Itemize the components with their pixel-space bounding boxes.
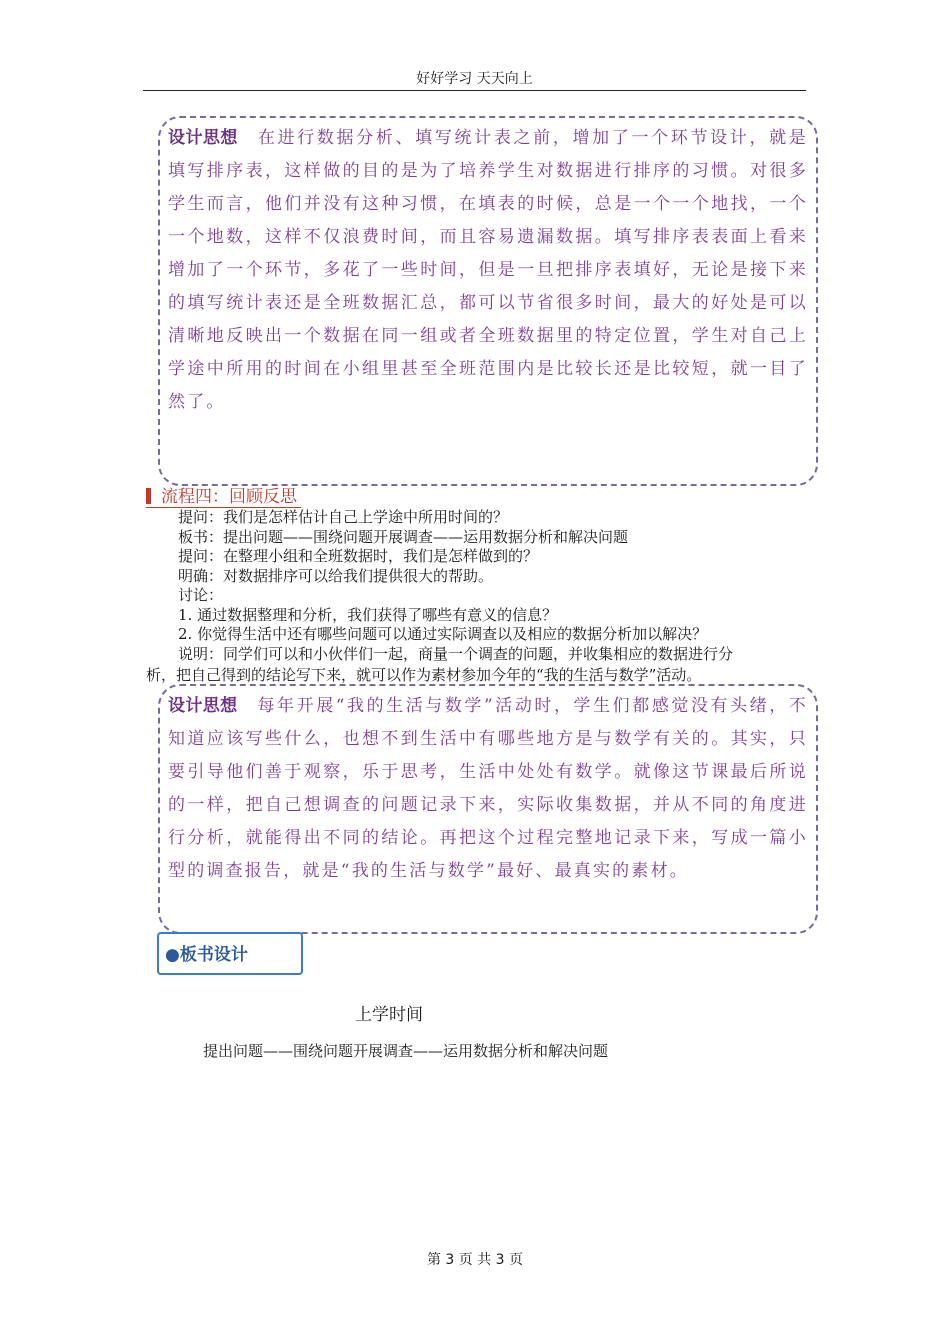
flow4-line: 说明：同学们可以和小伙伴们一起，商量一个调查的问题，并收集相应的数据进行分 bbox=[178, 644, 734, 663]
board-design-title: 上学时间 bbox=[355, 1005, 423, 1025]
flow4-line: 提问：我们是怎样估计自己上学途中所用时间的？ bbox=[178, 508, 509, 526]
section-marker-icon bbox=[146, 488, 151, 504]
page-footer: 第 3 页 共 3 页 bbox=[426, 1252, 524, 1268]
flow4-line: 2. 你觉得生活中还有哪些问题可以通过实际调查以及相应的数据分析加以解决？ bbox=[178, 625, 708, 643]
page-header: 好好学习 天天向上 bbox=[143, 68, 806, 91]
flow4-line: 明确：对数据排序可以给我们提供很大的帮助。 bbox=[178, 566, 494, 585]
design-thought-text-1 bbox=[168, 122, 808, 419]
flow4-title-text: 流程四：回顾反思 bbox=[161, 487, 297, 507]
design-thought-label-2: 设计思想 bbox=[168, 696, 238, 716]
design-thought-box-2 bbox=[158, 684, 818, 934]
flow4-line: 讨论： bbox=[178, 586, 224, 604]
flow4-line: 1. 通过数据整理和分析，我们获得了哪些有意义的信息？ bbox=[178, 605, 558, 624]
design-thought-box-1 bbox=[158, 116, 818, 486]
design-thought-body-2: 每年开展“我的生活与数学”活动时，学生们都感觉没有头绪，不知道应该写些什么，也想不到生活中有哪些地方是与数学有关的。其实，只要引导他们善于观察，乐于思考，生活中处处有数学。就像这节课最后所说的一样，把自己想调查的问题记录下来，实际收集数据，并从不同的角度进行分析，就能得出不同的结论。再把这个过程完整地记录下来，写成一篇小型的调查报告，就是“我的生活与数学”最好、最真实的素材。 bbox=[168, 696, 809, 881]
board-design-line: 提出问题——围绕问题开展调查——运用数据分析和解决问题 bbox=[203, 1042, 609, 1060]
flow4-line: 提问：在整理小组和全班数据时，我们是怎样做到的？ bbox=[178, 547, 539, 565]
design-thought-label-1: 设计思想 bbox=[168, 128, 238, 148]
flow4-title bbox=[146, 487, 301, 508]
design-thought-text-2 bbox=[168, 690, 808, 888]
board-design-tag: ●板书设计 bbox=[157, 932, 303, 975]
design-thought-body-1: 在进行数据分析、填写统计表之前，增加了一个环节设计，就是填写排序表，这样做的目的是为了培养学生对数据进行排序的习惯。对很多学生而言，他们并没有这种习惯，在填表的时候，总是一个一个地找，一个一个地数，这样不仅浪费时间，而且容易遗漏数据。填写排序表表面上看来增加了一个环节，多花了一些时间，但是一旦把排序表填好，无论是接下来的填写统计表还是全班数据汇总，都可以节省很多时间，最大的好处是可以清晰地反映出一个数据在同一组或者全班数据里的特定位置，学生对自己上学途中所用的时间在小组里甚至全班范围内是比较长还是比较短，就一目了然了。 bbox=[168, 128, 808, 412]
flow4-line: 板书：提出问题——围绕问题开展调查——运用数据分析和解决问题 bbox=[178, 527, 629, 546]
flow4-wrap-line: 析，把自己得到的结论写下来，就可以作为素材参加今年的“我的生活与数学”活动。 bbox=[146, 666, 702, 684]
flow4-lines bbox=[178, 508, 818, 664]
